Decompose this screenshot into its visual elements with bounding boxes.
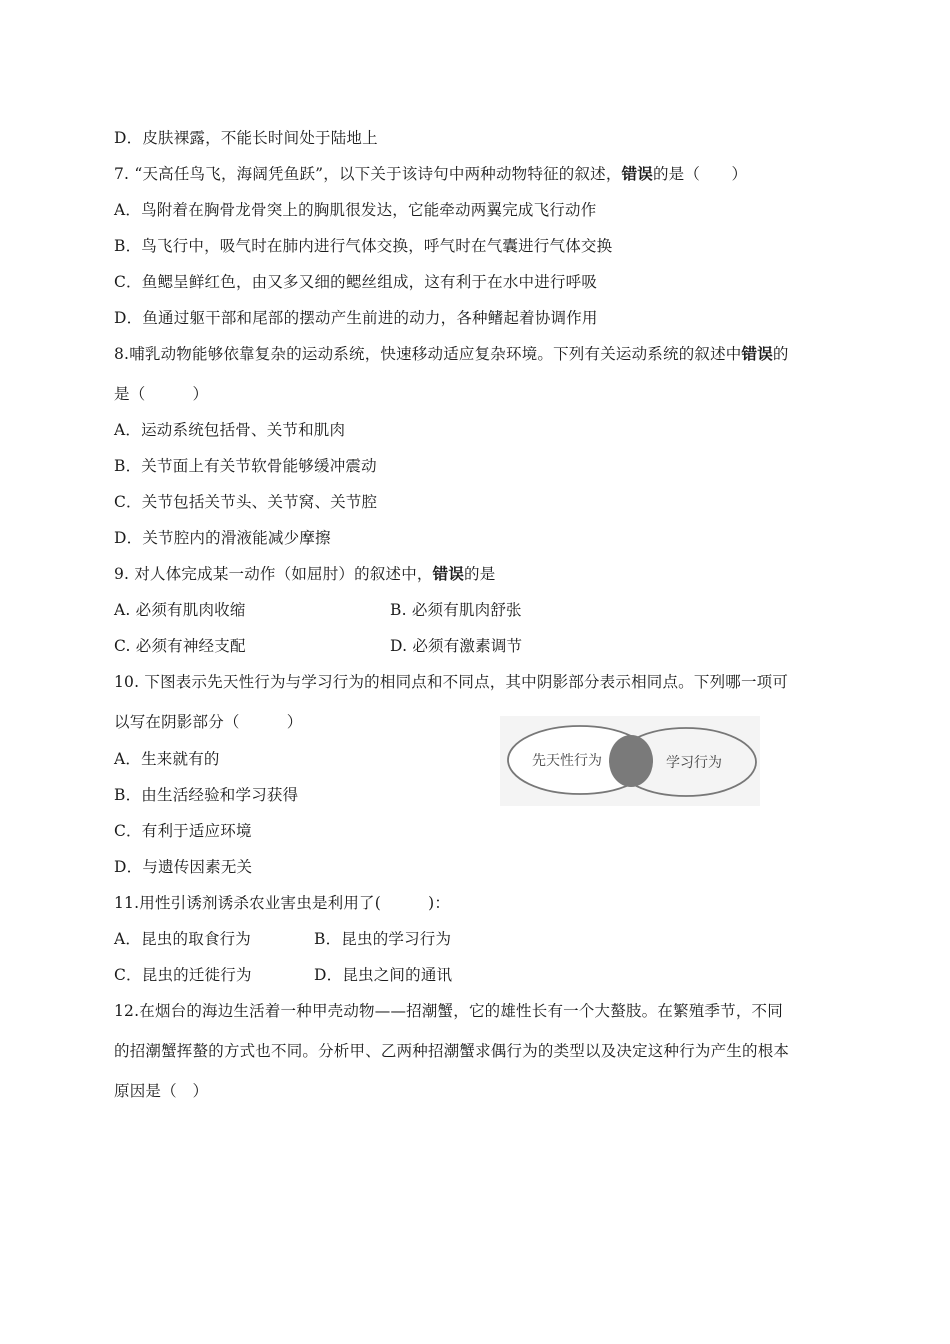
question-7-tail: 的是（ ） bbox=[652, 165, 748, 183]
question-12-stem-line-3: 原因是（ ） bbox=[114, 1082, 209, 1100]
question-10-option-b: B．由生活经验和学习获得 bbox=[114, 786, 299, 804]
question-10-stem-continued: 以写在阴影部分（ ） bbox=[114, 713, 303, 731]
question-11-option-a: A．昆虫的取食行为 bbox=[114, 930, 251, 948]
question-7-option-b: B．鸟飞行中，吸气时在肺内进行气体交换，呼气时在气囊进行气体交换 bbox=[114, 237, 613, 255]
question-9-emphasis: 错误 bbox=[432, 564, 465, 583]
question-7-option-a: A．鸟附着在胸骨龙骨突上的胸肌很发达，它能牵动两翼完成飞行动作 bbox=[114, 201, 597, 219]
question-7-option-c: C．鱼鳃呈鲜红色，由又多又细的鳃丝组成，这有利于在水中进行呼吸 bbox=[114, 273, 598, 291]
question-12-stem: 12.在烟台的海边生活着一种甲壳动物——招潮蟹，它的雄性长有一个大螯肢。在繁殖季节，不同 bbox=[114, 1002, 783, 1020]
question-10-option-a: A．生来就有的 bbox=[114, 750, 220, 768]
overlap-shaded-region bbox=[609, 735, 653, 787]
question-12-stem-line-2: 的招潮蟹挥螯的方式也不同。分析甲、乙两种招潮蟹求偶行为的类型以及决定这种行为产生的根本 bbox=[114, 1042, 790, 1060]
question-7-option-d: D．鱼通过躯干部和尾部的摆动产生前进的动力，各种鳍起着协调作用 bbox=[114, 309, 598, 327]
question-9-option-d: D. 必须有激素调节 bbox=[390, 637, 523, 655]
question-8-option-c: C．关节包括关节头、关节窝、关节腔 bbox=[114, 493, 378, 511]
question-9-tail: 的是 bbox=[464, 565, 496, 583]
venn-left-label: 先天性行为 bbox=[532, 753, 602, 769]
question-8-stem-continued: 是（ ） bbox=[114, 385, 209, 403]
question-7-emphasis: 错误 bbox=[621, 164, 653, 183]
question-10-stem: 10. 下图表示先天性行为与学习行为的相同点和不同点，其中阴影部分表示相同点。下列哪一项可 bbox=[114, 673, 789, 691]
question-11-option-b: B．昆虫的学习行为 bbox=[314, 930, 452, 948]
question-8-option-b: B．关节面上有关节软骨能够缓冲震动 bbox=[114, 457, 377, 475]
question-11-option-d: D．昆虫之间的通讯 bbox=[314, 966, 453, 984]
question-9-text: 9. 对人体完成某一动作（如屈肘）的叙述中， bbox=[114, 565, 433, 583]
question-8-option-a: A．运动系统包括骨、关节和肌肉 bbox=[114, 421, 346, 439]
question-8-emphasis: 错误 bbox=[741, 344, 773, 363]
question-6-option-d: D．皮肤裸露，不能长时间处于陆地上 bbox=[114, 129, 378, 147]
question-10-option-d: D．与遗传因素无关 bbox=[114, 858, 253, 876]
question-10-option-c: C．有利于适应环境 bbox=[114, 822, 252, 840]
question-9-option-a: A. 必须有肌肉收缩 bbox=[114, 601, 246, 619]
venn-diagram bbox=[500, 716, 760, 806]
question-9-option-b: B. 必须有肌肉舒张 bbox=[390, 601, 522, 619]
question-11-stem: 11.用性引诱剂诱杀农业害虫是利用了( )： bbox=[114, 894, 451, 912]
question-8-stem bbox=[114, 344, 789, 364]
question-8-text: 8.哺乳动物能够依靠复杂的运动系统，快速移动适应复杂环境。下列有关运动系统的叙述中 bbox=[114, 345, 742, 363]
question-11-option-c: C．昆虫的迁徙行为 bbox=[114, 966, 252, 984]
question-7-text: 7. “天高任鸟飞，海阔凭鱼跃”，以下关于该诗句中两种动物特征的叙述， bbox=[114, 165, 622, 183]
question-9-stem bbox=[114, 564, 495, 584]
venn-diagram-graphic bbox=[500, 716, 760, 806]
question-9-option-c: C. 必须有神经支配 bbox=[114, 637, 246, 655]
venn-right-label: 学习行为 bbox=[666, 755, 722, 771]
question-8-option-d: D．关节腔内的滑液能减少摩擦 bbox=[114, 529, 331, 547]
question-8-tail: 的 bbox=[772, 345, 789, 363]
question-7-stem bbox=[114, 164, 747, 184]
